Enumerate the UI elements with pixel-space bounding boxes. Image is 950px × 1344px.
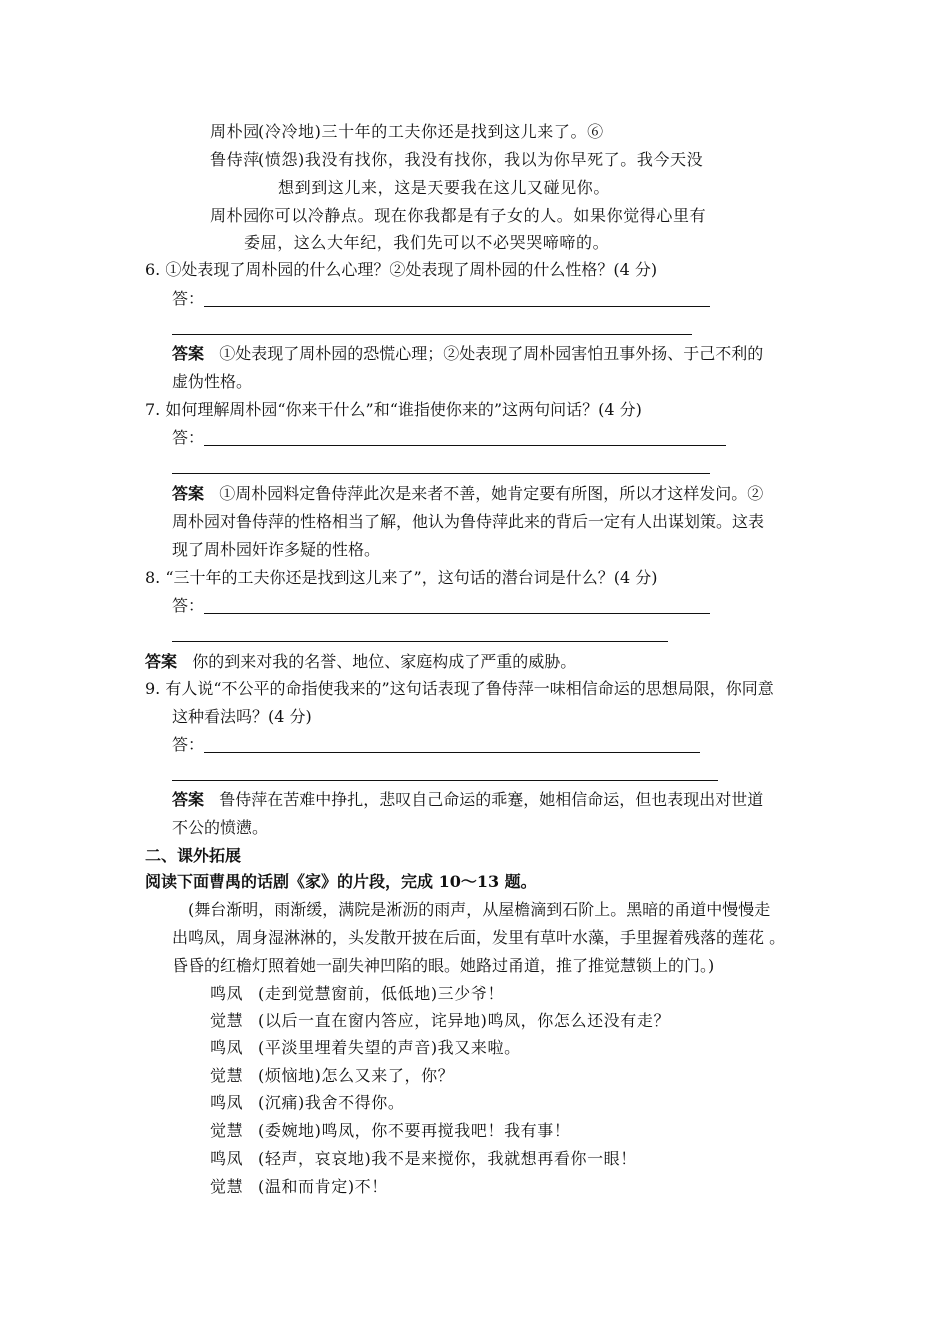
answer-blank[interactable] [172,641,668,642]
dialogue-text: (温和而肯定)不！ [258,1177,388,1196]
speaker: 鸣凤 [210,1093,244,1112]
section-heading: 二、课外拓展 [145,846,242,865]
answer-line: 周朴园对鲁侍萍的性格相当了解，他认为鲁侍萍此来的背后一定有人出谋划策。这表 [172,512,765,531]
answer-line [145,654,576,670]
answer-blank[interactable] [204,752,700,753]
dialogue-line [210,124,604,140]
dialogue-line [210,986,504,1002]
answer-blank[interactable] [172,473,710,474]
answer-label: 答案 [145,652,178,671]
speaker: 觉慧 [210,1121,244,1140]
dialogue-continuation: 委屈，这么大年纪，我们先可以不必哭哭啼啼的。 [244,233,610,252]
stage-direction-line: (舞台渐明，雨渐缓，满院是淅沥的雨声，从屋檐滴到石阶上。黑暗的甬道中慢慢走 [188,900,771,919]
question-number: 6. [145,260,161,279]
dialogue-line [210,1040,521,1056]
answer-blank[interactable] [204,306,710,307]
question-text: “三十年的工夫你还是找到这儿来了”，这句话的潜台词是什么？(4 分) [165,568,658,587]
speaker: 鸣凤 [210,1038,244,1057]
answer-prefix: 答： [172,428,205,447]
dialogue-text: (轻声，哀哀地)我不是来搅你，我就想再看你一眼！ [258,1149,637,1168]
dialogue-text: (平淡里埋着失望的声音)我又来啦。 [258,1038,521,1057]
dialogue-line [210,1179,388,1195]
answer-text: 你的到来对我的名誉、地位、家庭构成了严重的威胁。 [192,652,577,671]
dialogue-line [210,208,706,224]
dialogue-text: (以后一直在窗内答应，诧异地)鸣凤，你怎么还没有走？ [258,1011,671,1030]
speaker: 鸣凤 [210,984,244,1003]
dialogue-text: 你可以冷静点。现在你我都是有子女的人。如果你觉得心里有 [258,206,707,225]
speaker: 觉慧 [210,1011,244,1030]
answer-blank[interactable] [204,613,710,614]
stage-direction-line: 出鸣凤，周身湿淋淋的，头发散开披在后面，发里有草叶水藻，手里握着残落的莲花 。 [172,928,786,947]
answer-text: ①处表现了周朴园的恐慌心理；②处表现了周朴园害怕丑事外扬、于己不利的 [219,344,764,363]
answer-text: ①周朴园料定鲁侍萍此次是来者不善，她肯定要有所图，所以才这样发问。② [219,484,764,503]
dialogue-text: (冷冷地)三十年的工夫你还是找到这儿来了。⑥ [258,122,604,141]
answer-prefix: 答： [172,735,205,754]
question-text: 有人说“不公平的命指使我来的”这句话表现了鲁侍萍一味相信命运的思想局限，你同意 [165,679,774,698]
speaker: 觉慧 [210,1177,244,1196]
speaker: 觉慧 [210,1066,244,1085]
dialogue-line [210,1123,571,1139]
speaker: 周朴园 [210,122,260,141]
dialogue-line [210,1095,405,1111]
dialogue-line [210,152,703,168]
answer-line [172,792,763,808]
question-line [145,570,657,586]
dialogue-text: (走到觉慧窗前，低低地)三少爷！ [258,984,505,1003]
answer-prefix: 答： [172,596,205,615]
question-line: 这种看法吗？(4 分) [172,707,312,726]
section-intro: 阅读下面曹禺的话剧《家》的片段，完成 10～13 题。 [145,872,537,891]
question-text: 如何理解周朴园“你来干什么”和“谁指使你来的”这两句问话？(4 分) [165,400,642,419]
question-number: 8. [145,568,161,587]
question-line [145,262,657,278]
question-text: ①处表现了周朴园的什么心理？②处表现了周朴园的什么性格？(4 分) [165,260,658,279]
dialogue-line [210,1151,637,1167]
question-line [145,402,642,418]
answer-line [172,486,763,502]
answer-label: 答案 [172,344,205,363]
answer-line: 虚伪性格。 [172,372,253,391]
speaker: 鲁侍萍 [210,150,260,169]
question-number: 7. [145,400,161,419]
answer-line [172,346,763,362]
answer-label: 答案 [172,484,205,503]
speaker: 鸣凤 [210,1149,244,1168]
answer-line: 现了周朴园奸诈多疑的性格。 [172,540,381,559]
answer-label: 答案 [172,790,205,809]
dialogue-text: (烦恼地)怎么又来了，你？ [258,1066,455,1085]
answer-prefix: 答： [172,289,205,308]
question-number: 9. [145,679,161,698]
dialogue-text: (愤怨)我没有找你，我没有找你，我以为你早死了。我今天没 [258,150,704,169]
dialogue-text: (沉痛)我舍不得你。 [258,1093,405,1112]
answer-blank[interactable] [204,445,726,446]
answer-text: 鲁侍萍在苦难中挣扎，悲叹自己命运的乖蹇，她相信命运，但也表现出对世道 [219,790,764,809]
dialogue-text: (委婉地)鸣凤，你不要再搅我吧！我有事！ [258,1121,571,1140]
speaker: 周朴园 [210,206,260,225]
answer-blank[interactable] [172,780,718,781]
question-line [145,681,774,697]
answer-line: 不公的愤懑。 [172,818,269,837]
answer-blank[interactable] [172,334,692,335]
dialogue-line [210,1068,454,1084]
stage-direction-line: 昏昏的红檐灯照着她一副失神凹陷的眼。她路过甬道，推了推觉慧锁上的门。) [172,956,715,975]
dialogue-continuation: 想到到这儿来，这是天要我在这儿又碰见你。 [278,178,611,197]
dialogue-line [210,1013,670,1029]
